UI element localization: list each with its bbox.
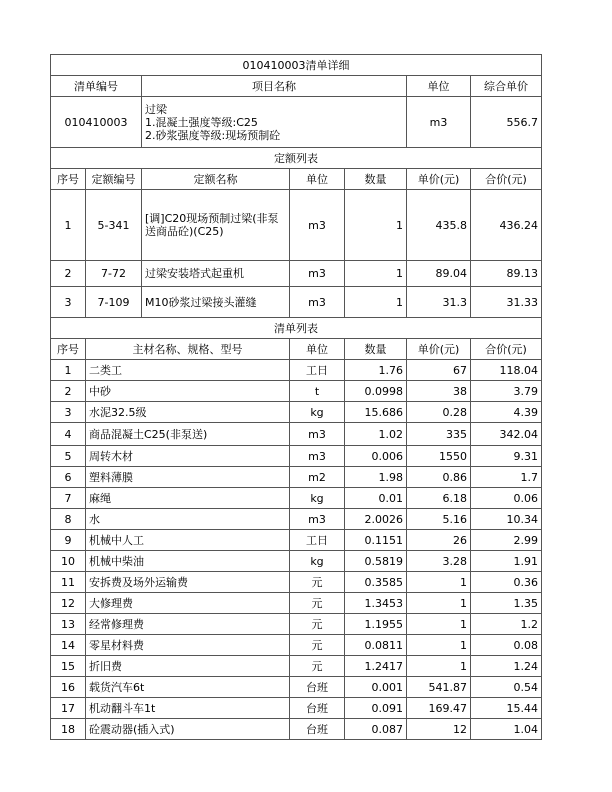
material-unit-price: 5.16	[407, 509, 471, 530]
material-unit: 元	[290, 635, 345, 656]
material-qty: 15.686	[345, 402, 407, 423]
material-name: 零星材料费	[86, 635, 290, 656]
quota-code: 7-72	[86, 261, 142, 287]
material-name: 中砂	[86, 381, 290, 402]
material-row	[51, 530, 542, 551]
material-total: 118.04	[471, 360, 542, 381]
quota-header-total: 合价(元)	[471, 169, 542, 190]
material-unit: t	[290, 381, 345, 402]
quota-name: M10砂浆过梁接头灌缝	[142, 287, 290, 318]
material-unit-price: 1	[407, 656, 471, 677]
material-header-unit-price: 单价(元)	[407, 339, 471, 360]
quota-total: 436.24	[471, 190, 542, 261]
material-total: 0.08	[471, 635, 542, 656]
material-seq: 13	[51, 614, 86, 635]
material-row	[51, 509, 542, 530]
material-qty: 0.006	[345, 446, 407, 467]
material-seq: 18	[51, 719, 86, 740]
summary-unit: m3	[407, 97, 471, 148]
material-unit: kg	[290, 551, 345, 572]
material-seq: 9	[51, 530, 86, 551]
material-unit-price: 1550	[407, 446, 471, 467]
material-row	[51, 467, 542, 488]
material-name: 周转木材	[86, 446, 290, 467]
material-row	[51, 719, 542, 740]
material-row	[51, 635, 542, 656]
material-seq: 6	[51, 467, 86, 488]
material-qty: 0.0998	[345, 381, 407, 402]
material-unit: m3	[290, 509, 345, 530]
material-header-seq: 序号	[51, 339, 86, 360]
material-seq: 11	[51, 572, 86, 593]
material-unit: m3	[290, 446, 345, 467]
material-header-unit: 单位	[290, 339, 345, 360]
material-section-title: 清单列表	[51, 318, 542, 339]
quota-row	[51, 190, 542, 261]
material-total: 1.7	[471, 467, 542, 488]
material-unit: 台班	[290, 698, 345, 719]
material-qty: 1.3453	[345, 593, 407, 614]
material-unit-price: 335	[407, 423, 471, 446]
material-qty: 1.76	[345, 360, 407, 381]
material-row	[51, 698, 542, 719]
quota-header-unit-price: 单价(元)	[407, 169, 471, 190]
material-name: 机械中人工	[86, 530, 290, 551]
material-seq: 16	[51, 677, 86, 698]
quota-qty: 1	[345, 261, 407, 287]
material-unit-price: 1	[407, 593, 471, 614]
material-name: 麻绳	[86, 488, 290, 509]
material-row	[51, 572, 542, 593]
material-unit-price: 0.28	[407, 402, 471, 423]
material-unit: 工日	[290, 360, 345, 381]
material-unit: 元	[290, 572, 345, 593]
material-total: 1.91	[471, 551, 542, 572]
material-row	[51, 488, 542, 509]
summary-name-line: 2.砂浆强度等级:现场预制砼	[145, 128, 281, 142]
material-row	[51, 656, 542, 677]
quota-unit: m3	[290, 190, 345, 261]
material-seq: 12	[51, 593, 86, 614]
quota-code: 7-109	[86, 287, 142, 318]
quota-qty: 1	[345, 190, 407, 261]
summary-price: 556.7	[471, 97, 542, 148]
material-name: 水	[86, 509, 290, 530]
material-qty: 1.98	[345, 467, 407, 488]
material-unit-price: 1	[407, 614, 471, 635]
summary-header-unit: 单位	[407, 76, 471, 97]
quota-header-seq: 序号	[51, 169, 86, 190]
material-total: 10.34	[471, 509, 542, 530]
material-name: 安拆费及场外运输费	[86, 572, 290, 593]
material-unit-price: 3.28	[407, 551, 471, 572]
bill-detail-table	[50, 54, 542, 740]
material-row	[51, 360, 542, 381]
material-qty: 0.001	[345, 677, 407, 698]
material-seq: 8	[51, 509, 86, 530]
quota-total: 89.13	[471, 261, 542, 287]
material-seq: 3	[51, 402, 86, 423]
material-unit: 元	[290, 656, 345, 677]
material-seq: 4	[51, 423, 86, 446]
summary-header-code: 清单编号	[51, 76, 142, 97]
material-name: 二类工	[86, 360, 290, 381]
quota-header-name: 定额名称	[142, 169, 290, 190]
material-total: 15.44	[471, 698, 542, 719]
material-total: 1.2	[471, 614, 542, 635]
material-unit-price: 0.86	[407, 467, 471, 488]
quota-qty: 1	[345, 287, 407, 318]
material-unit: kg	[290, 488, 345, 509]
summary-header-name: 项目名称	[142, 76, 407, 97]
material-seq: 2	[51, 381, 86, 402]
quota-code: 5-341	[86, 190, 142, 261]
material-row	[51, 614, 542, 635]
material-total: 1.04	[471, 719, 542, 740]
material-qty: 0.0811	[345, 635, 407, 656]
material-total: 1.35	[471, 593, 542, 614]
summary-code: 010410003	[51, 97, 142, 148]
material-total: 4.39	[471, 402, 542, 423]
material-header-name: 主材名称、规格、型号	[86, 339, 290, 360]
material-row	[51, 593, 542, 614]
material-seq: 1	[51, 360, 86, 381]
quota-section-title: 定额列表	[51, 148, 542, 169]
material-name: 折旧费	[86, 656, 290, 677]
material-qty: 0.01	[345, 488, 407, 509]
quota-unit-price: 89.04	[407, 261, 471, 287]
material-qty: 2.0026	[345, 509, 407, 530]
material-name: 塑料薄膜	[86, 467, 290, 488]
material-total: 9.31	[471, 446, 542, 467]
material-unit-price: 38	[407, 381, 471, 402]
summary-name-line: 过梁	[145, 102, 167, 116]
material-unit: 台班	[290, 677, 345, 698]
material-seq: 7	[51, 488, 86, 509]
quota-unit: m3	[290, 287, 345, 318]
material-row	[51, 551, 542, 572]
material-name: 经常修理费	[86, 614, 290, 635]
material-seq: 15	[51, 656, 86, 677]
quota-header-code: 定额编号	[86, 169, 142, 190]
summary-name	[142, 97, 407, 148]
material-unit-price: 26	[407, 530, 471, 551]
quota-seq: 3	[51, 287, 86, 318]
material-unit-price: 541.87	[407, 677, 471, 698]
material-unit-price: 6.18	[407, 488, 471, 509]
material-unit: 元	[290, 614, 345, 635]
material-unit-price: 67	[407, 360, 471, 381]
material-seq: 17	[51, 698, 86, 719]
material-name: 商品混凝土C25(非泵送)	[86, 423, 290, 446]
material-name: 砼震动器(插入式)	[86, 719, 290, 740]
material-unit: 元	[290, 593, 345, 614]
material-qty: 0.1151	[345, 530, 407, 551]
material-total: 0.36	[471, 572, 542, 593]
quota-seq: 1	[51, 190, 86, 261]
material-seq: 14	[51, 635, 86, 656]
material-unit: 工日	[290, 530, 345, 551]
material-qty: 1.1955	[345, 614, 407, 635]
material-name: 机械中柴油	[86, 551, 290, 572]
material-unit-price: 1	[407, 635, 471, 656]
material-qty: 1.02	[345, 423, 407, 446]
material-name: 水泥32.5级	[86, 402, 290, 423]
material-unit: 台班	[290, 719, 345, 740]
material-qty: 0.3585	[345, 572, 407, 593]
material-total: 0.06	[471, 488, 542, 509]
material-header-total: 合价(元)	[471, 339, 542, 360]
material-total: 0.54	[471, 677, 542, 698]
table-title: 010410003清单详细	[51, 55, 542, 76]
material-unit: m3	[290, 423, 345, 446]
material-row	[51, 402, 542, 423]
summary-name-line: 1.混凝土强度等级:C25	[145, 115, 258, 129]
material-row	[51, 677, 542, 698]
quota-row	[51, 261, 542, 287]
material-header-qty: 数量	[345, 339, 407, 360]
material-total: 342.04	[471, 423, 542, 446]
material-name: 大修理费	[86, 593, 290, 614]
material-unit-price: 1	[407, 572, 471, 593]
material-qty: 1.2417	[345, 656, 407, 677]
quota-total: 31.33	[471, 287, 542, 318]
material-name: 载货汽车6t	[86, 677, 290, 698]
material-qty: 0.5819	[345, 551, 407, 572]
material-row	[51, 381, 542, 402]
quota-seq: 2	[51, 261, 86, 287]
quota-name: 过梁安装塔式起重机	[142, 261, 290, 287]
quota-unit: m3	[290, 261, 345, 287]
material-qty: 0.091	[345, 698, 407, 719]
quota-header-unit: 单位	[290, 169, 345, 190]
material-row	[51, 446, 542, 467]
material-unit: kg	[290, 402, 345, 423]
quota-row	[51, 287, 542, 318]
quota-unit-price: 435.8	[407, 190, 471, 261]
material-total: 2.99	[471, 530, 542, 551]
quota-unit-price: 31.3	[407, 287, 471, 318]
material-row	[51, 423, 542, 446]
material-total: 3.79	[471, 381, 542, 402]
material-unit-price: 12	[407, 719, 471, 740]
material-unit: m2	[290, 467, 345, 488]
material-name: 机动翻斗车1t	[86, 698, 290, 719]
quota-name: [调]C20现场预制过梁(非泵送商品砼)(C25)	[142, 190, 290, 261]
material-seq: 5	[51, 446, 86, 467]
quota-header-qty: 数量	[345, 169, 407, 190]
material-unit-price: 169.47	[407, 698, 471, 719]
material-seq: 10	[51, 551, 86, 572]
summary-header-price: 综合单价	[471, 76, 542, 97]
material-total: 1.24	[471, 656, 542, 677]
material-qty: 0.087	[345, 719, 407, 740]
